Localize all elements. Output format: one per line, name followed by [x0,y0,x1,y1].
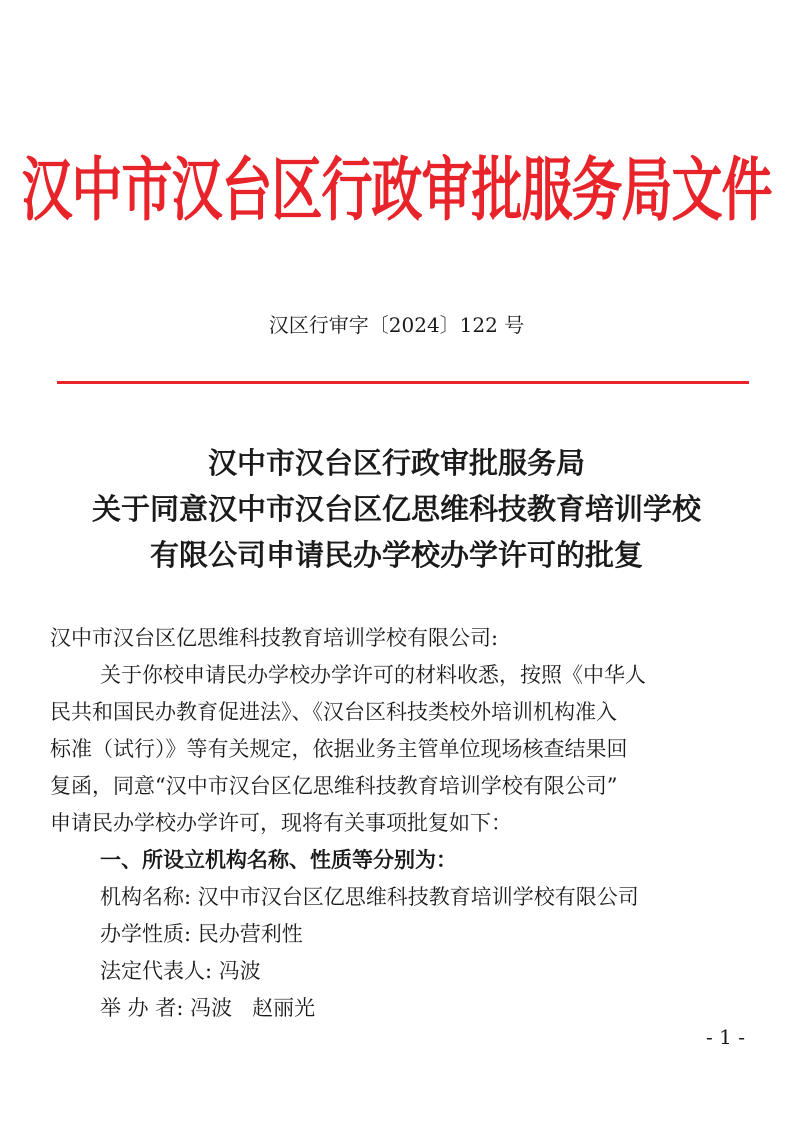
reply-title [0,440,793,578]
field-label: 举 办 者: [100,996,184,1020]
field-row [50,953,750,990]
paragraph-line: 复函，同意“汉中市汉台区亿思维科技教育培训学校有限公司” [50,774,618,798]
section-heading: 一、所设立机构名称、性质等分别为： [100,848,457,872]
document-body [50,620,750,1027]
reply-title-line-1: 汉中市汉台区行政审批服务局 [207,446,585,480]
field-label: 法定代表人: [100,959,213,983]
paragraph-line: 关于你校申请民办学校办学许可的材料收悉，按照《中华人 [100,663,646,687]
field-row [50,879,750,916]
paragraph-line: 申请民办学校办学许可，现将有关事项批复如下： [50,811,512,835]
issuer-title: 汉中市汉台区行政审批服务局文件 [21,151,772,232]
field-row [50,916,750,953]
paragraph-line: 民共和国民办教育促进法》、《汉台区科技类校外培训机构准入 [50,700,617,724]
field-value: 冯波 赵丽光 [190,996,316,1020]
field-label: 办学性质: [100,922,192,946]
addressee: 汉中市汉台区亿思维科技教育培训学校有限公司: [50,626,499,650]
field-label: 机构名称: [100,885,192,909]
reply-title-line-2: 关于同意汉中市汉台区亿思维科技教育培训学校 [91,492,701,526]
field-value: 汉中市汉台区亿思维科技教育培训学校有限公司 [197,885,639,909]
reply-title-line-3: 有限公司申请民办学校办学许可的批复 [149,538,643,572]
page-number: - 1 - [706,1025,745,1049]
red-separator-line [57,381,749,384]
field-row [50,990,750,1027]
field-value: 民办营利性 [197,922,303,946]
paragraph-line: 标准（试行）》等有关规定，依据业务主管单位现场核查结果回 [50,737,628,761]
document-number: 汉区行审字〔2024〕122 号 [268,313,525,337]
field-value: 冯波 [218,959,261,983]
